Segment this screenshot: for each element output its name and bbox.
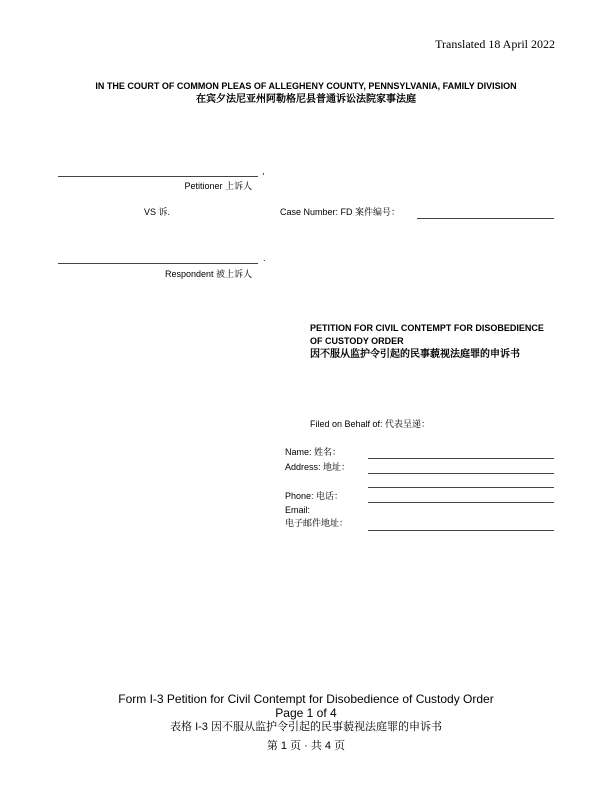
respondent-period: .: [263, 253, 266, 263]
email-field[interactable]: [368, 530, 554, 531]
translation-date-note: Translated 18 April 2022: [435, 37, 555, 51]
footer-page-number: Page 1 of 4: [275, 706, 337, 720]
respondent-label: Respondent 被上诉人: [164, 269, 252, 279]
petitioner-label: Petitioner 上诉人: [184, 181, 252, 191]
phone-label: Phone: 电话：: [285, 491, 344, 501]
footer-form-title: Form I-3 Petition for Civil Contempt for Disobedience of Custody Order: [118, 692, 494, 706]
case-number-label: Case Number: FD 案件编号：: [280, 207, 401, 217]
footer-form-title-chinese: 表格 I-3 因不服从监护令引起的民事藐视法庭罪的申诉书: [170, 721, 442, 733]
petitioner-comma: ,: [262, 166, 265, 176]
petitioner-name-line[interactable]: [58, 176, 258, 177]
court-title-english: IN THE COURT OF COMMON PLEAS OF ALLEGHENY COUNTY, PENNSYLVANIA, FAMILY DIVISION: [95, 81, 517, 91]
petition-title-line2: OF CUSTODY ORDER: [310, 336, 404, 346]
address-field-line2[interactable]: [368, 487, 554, 488]
case-number-field[interactable]: [417, 218, 554, 219]
email-label: Email:: [285, 505, 311, 515]
petition-title-chinese: 因不服从监护令引起的民事藐视法庭罪的申诉书: [310, 349, 520, 360]
respondent-name-line[interactable]: [58, 263, 258, 264]
footer-page-number-chinese: 第 1 页 · 共 4 页: [266, 740, 346, 752]
phone-field[interactable]: [368, 502, 554, 503]
address-field-line1[interactable]: [368, 473, 554, 474]
filed-on-behalf-label: Filed on Behalf of: 代表呈递：: [310, 419, 431, 429]
address-label: Address: 地址：: [285, 462, 351, 472]
court-title-chinese: 在宾夕法尼亚州阿勒格尼县普通诉讼法院家事法庭: [196, 94, 416, 105]
name-label: Name: 姓名：: [285, 447, 342, 457]
name-field[interactable]: [368, 458, 554, 459]
email-chinese-label: 电子邮件地址：: [285, 518, 349, 528]
petition-title-line1: PETITION FOR CIVIL CONTEMPT FOR DISOBEDIENCE: [310, 323, 544, 333]
vs-label: VS 诉.: [144, 207, 171, 217]
